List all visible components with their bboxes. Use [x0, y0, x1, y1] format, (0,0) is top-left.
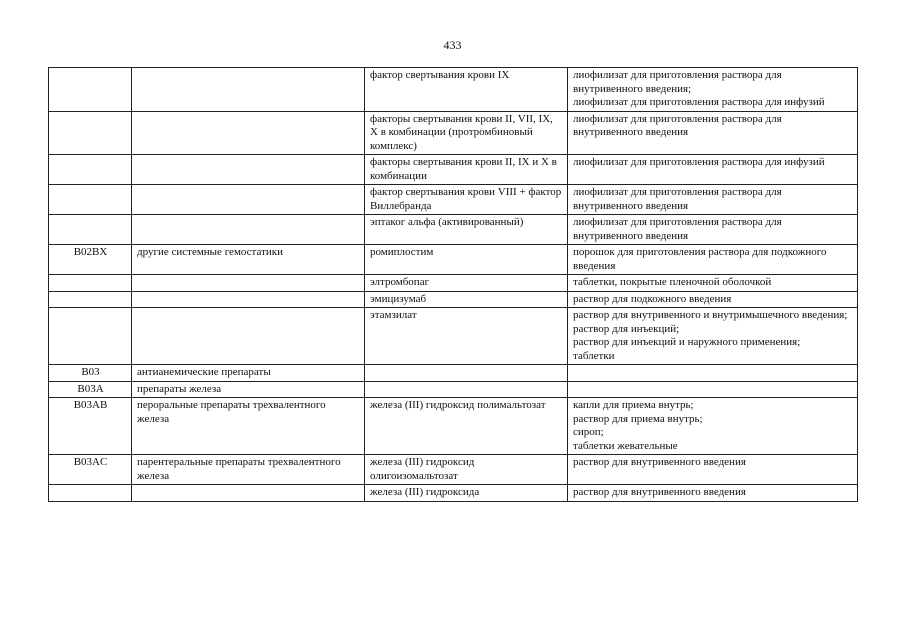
group-cell: [132, 111, 365, 155]
table-row: [49, 381, 858, 398]
table-row: [49, 308, 858, 365]
drug-name-cell: [365, 381, 568, 398]
drug-name-cell: фактор свертывания крови VIII + фактор Виллебранда: [365, 185, 568, 215]
drug-name-cell: элтромбопаг: [365, 275, 568, 292]
page-number: 433: [443, 38, 462, 52]
table-row: [49, 68, 858, 112]
atc-code-cell: [49, 185, 132, 215]
dosage-form-cell: таблетки, покрытые пленочной оболочкой: [568, 275, 858, 292]
dosage-form-cell: лиофилизат для приготовления раствора для внутривенного введения: [568, 185, 858, 215]
dosage-form-cell: раствор для внутривенного и внутримышечного введения; раствор для инъекций; раствор для инъекций и наружного применения; таблетки: [568, 308, 858, 365]
dosage-form-cell: раствор для внутривенного введения: [568, 485, 858, 502]
drug-name-cell: этамзилат: [365, 308, 568, 365]
group-cell: [132, 155, 365, 185]
drug-name-cell: фактор свертывания крови IX: [365, 68, 568, 112]
atc-code-cell: B03A: [49, 381, 132, 398]
table-row: [49, 291, 858, 308]
drug-name-cell: [365, 365, 568, 382]
atc-code-cell: [49, 155, 132, 185]
group-cell: [132, 68, 365, 112]
table-row: [49, 275, 858, 292]
dosage-form-cell: лиофилизат для приготовления раствора для внутривенного введения: [568, 111, 858, 155]
group-cell: [132, 275, 365, 292]
group-cell: [132, 291, 365, 308]
drug-name-cell: эмицизумаб: [365, 291, 568, 308]
dosage-form-cell: лиофилизат для приготовления раствора для инфузий: [568, 155, 858, 185]
group-cell: [132, 308, 365, 365]
atc-code-cell: [49, 275, 132, 292]
group-cell: препараты железа: [132, 381, 365, 398]
drug-name-cell: факторы свертывания крови II, IX и X в комбинации: [365, 155, 568, 185]
atc-code-cell: [49, 111, 132, 155]
drug-name-cell: факторы свертывания крови II, VII, IX, X в комбинации (протромбиновый комплекс): [365, 111, 568, 155]
drug-list-table: [48, 67, 858, 502]
dosage-form-cell: лиофилизат для приготовления раствора для внутривенного введения; лиофилизат для приготовления раствора для инфузий: [568, 68, 858, 112]
atc-code-cell: [49, 291, 132, 308]
drug-name-cell: железа (III) гидроксида: [365, 485, 568, 502]
dosage-form-cell: порошок для приготовления раствора для подкожного введения: [568, 245, 858, 275]
group-cell: пероральные препараты трехвалентного железа: [132, 398, 365, 455]
table-row: [49, 111, 858, 155]
atc-code-cell: B03AB: [49, 398, 132, 455]
group-cell: другие системные гемостатики: [132, 245, 365, 275]
atc-code-cell: [49, 308, 132, 365]
atc-code-cell: B02BX: [49, 245, 132, 275]
dosage-form-cell: капли для приема внутрь; раствор для приема внутрь; сироп; таблетки жевательные: [568, 398, 858, 455]
dosage-form-cell: [568, 381, 858, 398]
table-row: [49, 215, 858, 245]
dosage-form-cell: [568, 365, 858, 382]
dosage-form-cell: лиофилизат для приготовления раствора для внутривенного введения: [568, 215, 858, 245]
table-row: [49, 485, 858, 502]
group-cell: парентеральные препараты трехвалентного железа: [132, 455, 365, 485]
group-cell: антианемические препараты: [132, 365, 365, 382]
table-row: [49, 155, 858, 185]
atc-code-cell: [49, 485, 132, 502]
drug-name-cell: железа (III) гидроксид олигоизомальтозат: [365, 455, 568, 485]
drug-name-cell: железа (III) гидроксид полимальтозат: [365, 398, 568, 455]
atc-code-cell: B03: [49, 365, 132, 382]
table-row: [49, 455, 858, 485]
atc-code-cell: [49, 68, 132, 112]
drug-name-cell: ромиплостим: [365, 245, 568, 275]
dosage-form-cell: раствор для внутривенного введения: [568, 455, 858, 485]
atc-code-cell: [49, 215, 132, 245]
table-row: [49, 185, 858, 215]
group-cell: [132, 215, 365, 245]
group-cell: [132, 485, 365, 502]
table-row: [49, 398, 858, 455]
table-row: [49, 245, 858, 275]
dosage-form-cell: раствор для подкожного введения: [568, 291, 858, 308]
atc-code-cell: B03AC: [49, 455, 132, 485]
table-row: [49, 365, 858, 382]
group-cell: [132, 185, 365, 215]
drug-name-cell: эптаког альфа (активированный): [365, 215, 568, 245]
